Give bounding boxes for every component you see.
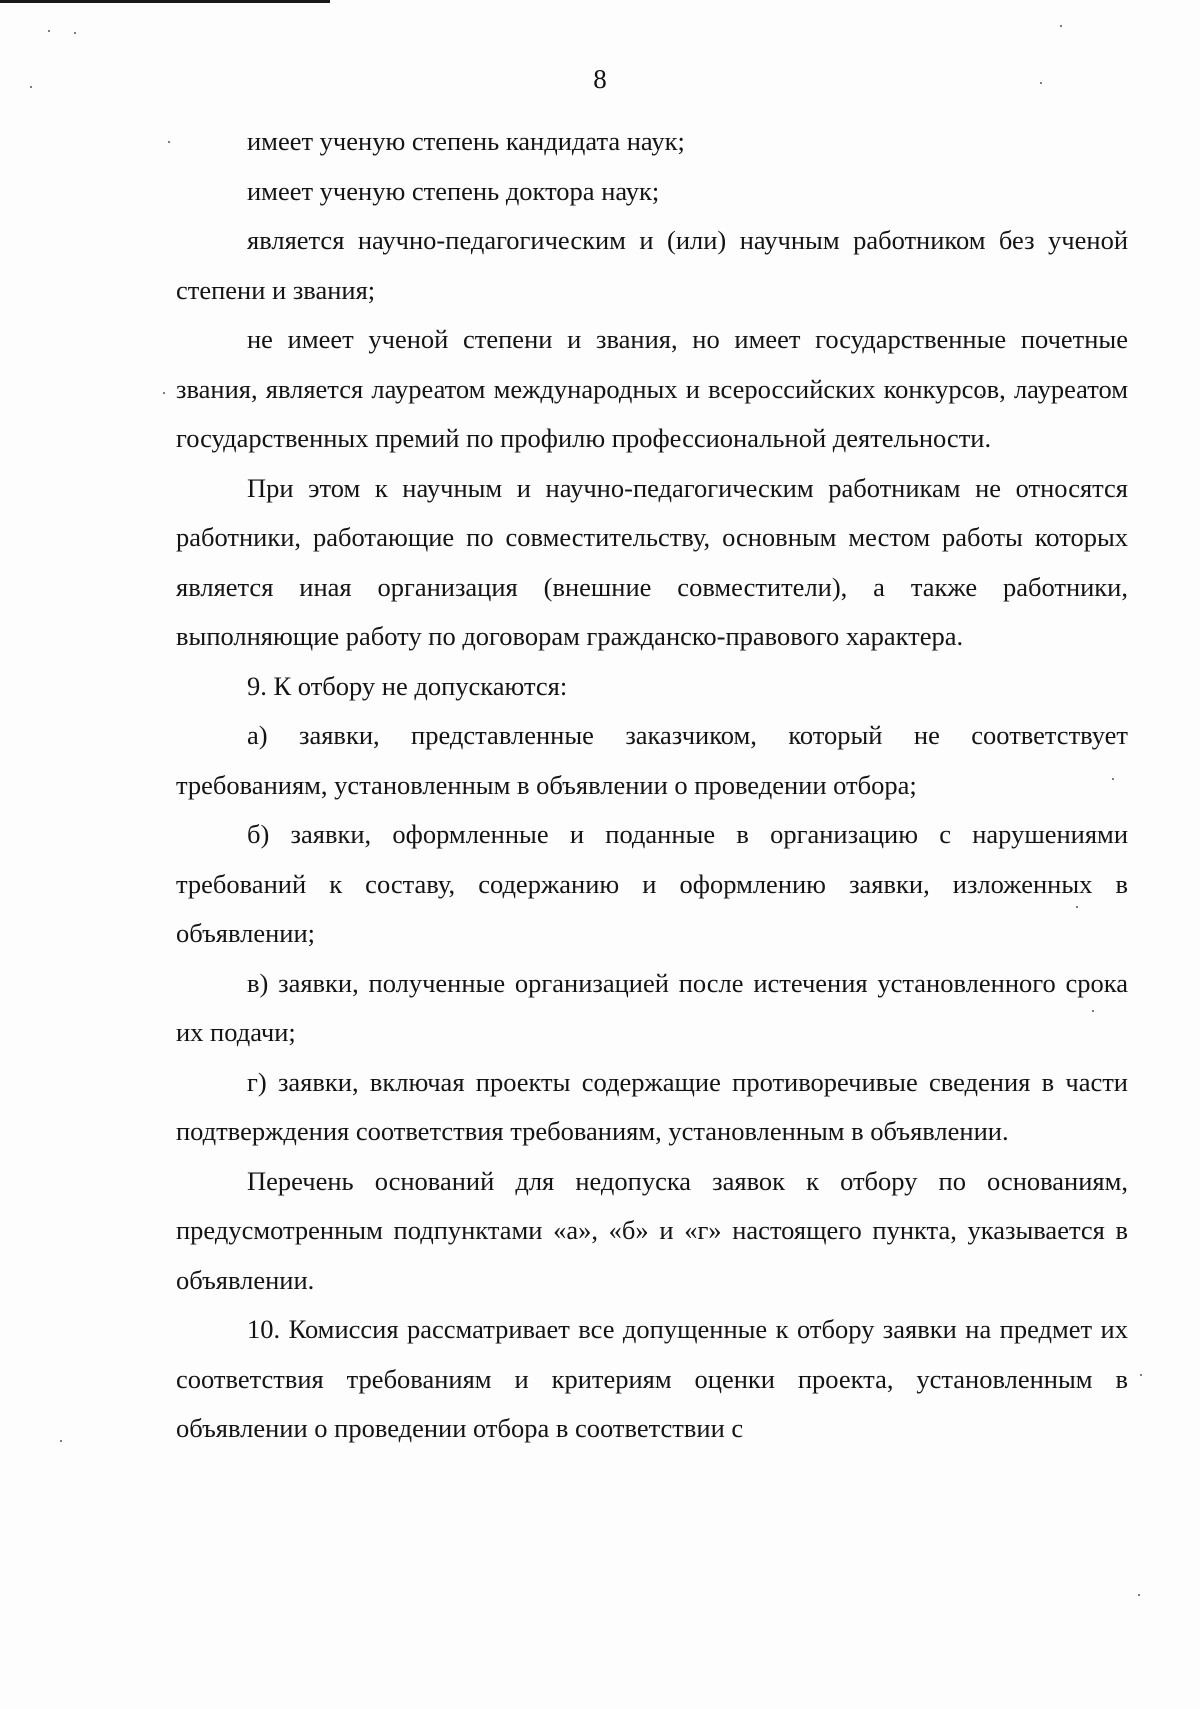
scan-speck bbox=[1140, 1374, 1142, 1376]
paragraph-item-9g: г) заявки, включая проекты содержащие противоречивые сведения в части подтверждения соответствия требованиям, установленным в объявлении. bbox=[176, 1066, 1128, 1146]
paragraph-no-degree: является научно-педагогическим и (или) научным работником без ученой степени и звания; bbox=[176, 225, 1128, 305]
paragraph-item-9-heading: 9. К отбору не допускаются: bbox=[247, 670, 568, 701]
paragraph-exclusions: При этом к научным и научно-педагогическим работникам не относятся работники, работающие по совместительству, основным местом работы которых является иная организация (внешние совместители), а также работники, выполняющие работу по договорам гражданско-правового характера. bbox=[176, 472, 1128, 651]
scan-speck bbox=[48, 30, 50, 32]
paragraph-candidate-degree: имеет ученую степень кандидата наук; bbox=[247, 126, 685, 156]
paragraph-item-9b: б) заявки, оформленные и поданные в организацию с нарушениями требований к составу, содержанию и оформлению заявки, изложенных в объявлении; bbox=[176, 819, 1128, 948]
page-number: 8 bbox=[593, 64, 607, 94]
paragraph-doctor-degree: имеет ученую степень доктора наук; bbox=[247, 175, 660, 206]
paragraph-grounds-list: Перечень оснований для недопуска заявок к отбору по основаниям, предусмотренным подпунктами «а», «б» и «г» настоящего пункта, указывается в объявлении. bbox=[176, 1165, 1128, 1295]
scan-speck bbox=[1060, 25, 1062, 27]
scan-speck bbox=[1138, 1594, 1140, 1596]
paragraph-item-9a: а) заявки, представленные заказчиком, который не соответствует требованиям, установленным в объявлении о проведении отбора; bbox=[176, 720, 1128, 800]
scan-speck bbox=[163, 392, 165, 394]
paragraph-item-10: 10. Комиссия рассматривает все допущенные к отбору заявки на предмет их соответствия требованиям и критериям оценки проекта, установленным в объявлении о проведении отбора в соответствии с bbox=[176, 1314, 1128, 1443]
scan-speck bbox=[60, 1440, 62, 1442]
paragraph-honorary-titles: не имеет ученой степени и звания, но имеет государственные почетные звания, является лауреатом международных и всероссийских конкурсов, лауреатом государственных премий по профилю профессиональной деятельности. bbox=[176, 324, 1128, 453]
scan-speck bbox=[168, 141, 170, 143]
scan-edge-line bbox=[0, 0, 330, 3]
scan-speck bbox=[74, 32, 76, 34]
document-body bbox=[176, 117, 1128, 1454]
paragraph-item-9v: в) заявки, полученные организацией после истечения установленного срока их подачи; bbox=[176, 967, 1128, 1047]
